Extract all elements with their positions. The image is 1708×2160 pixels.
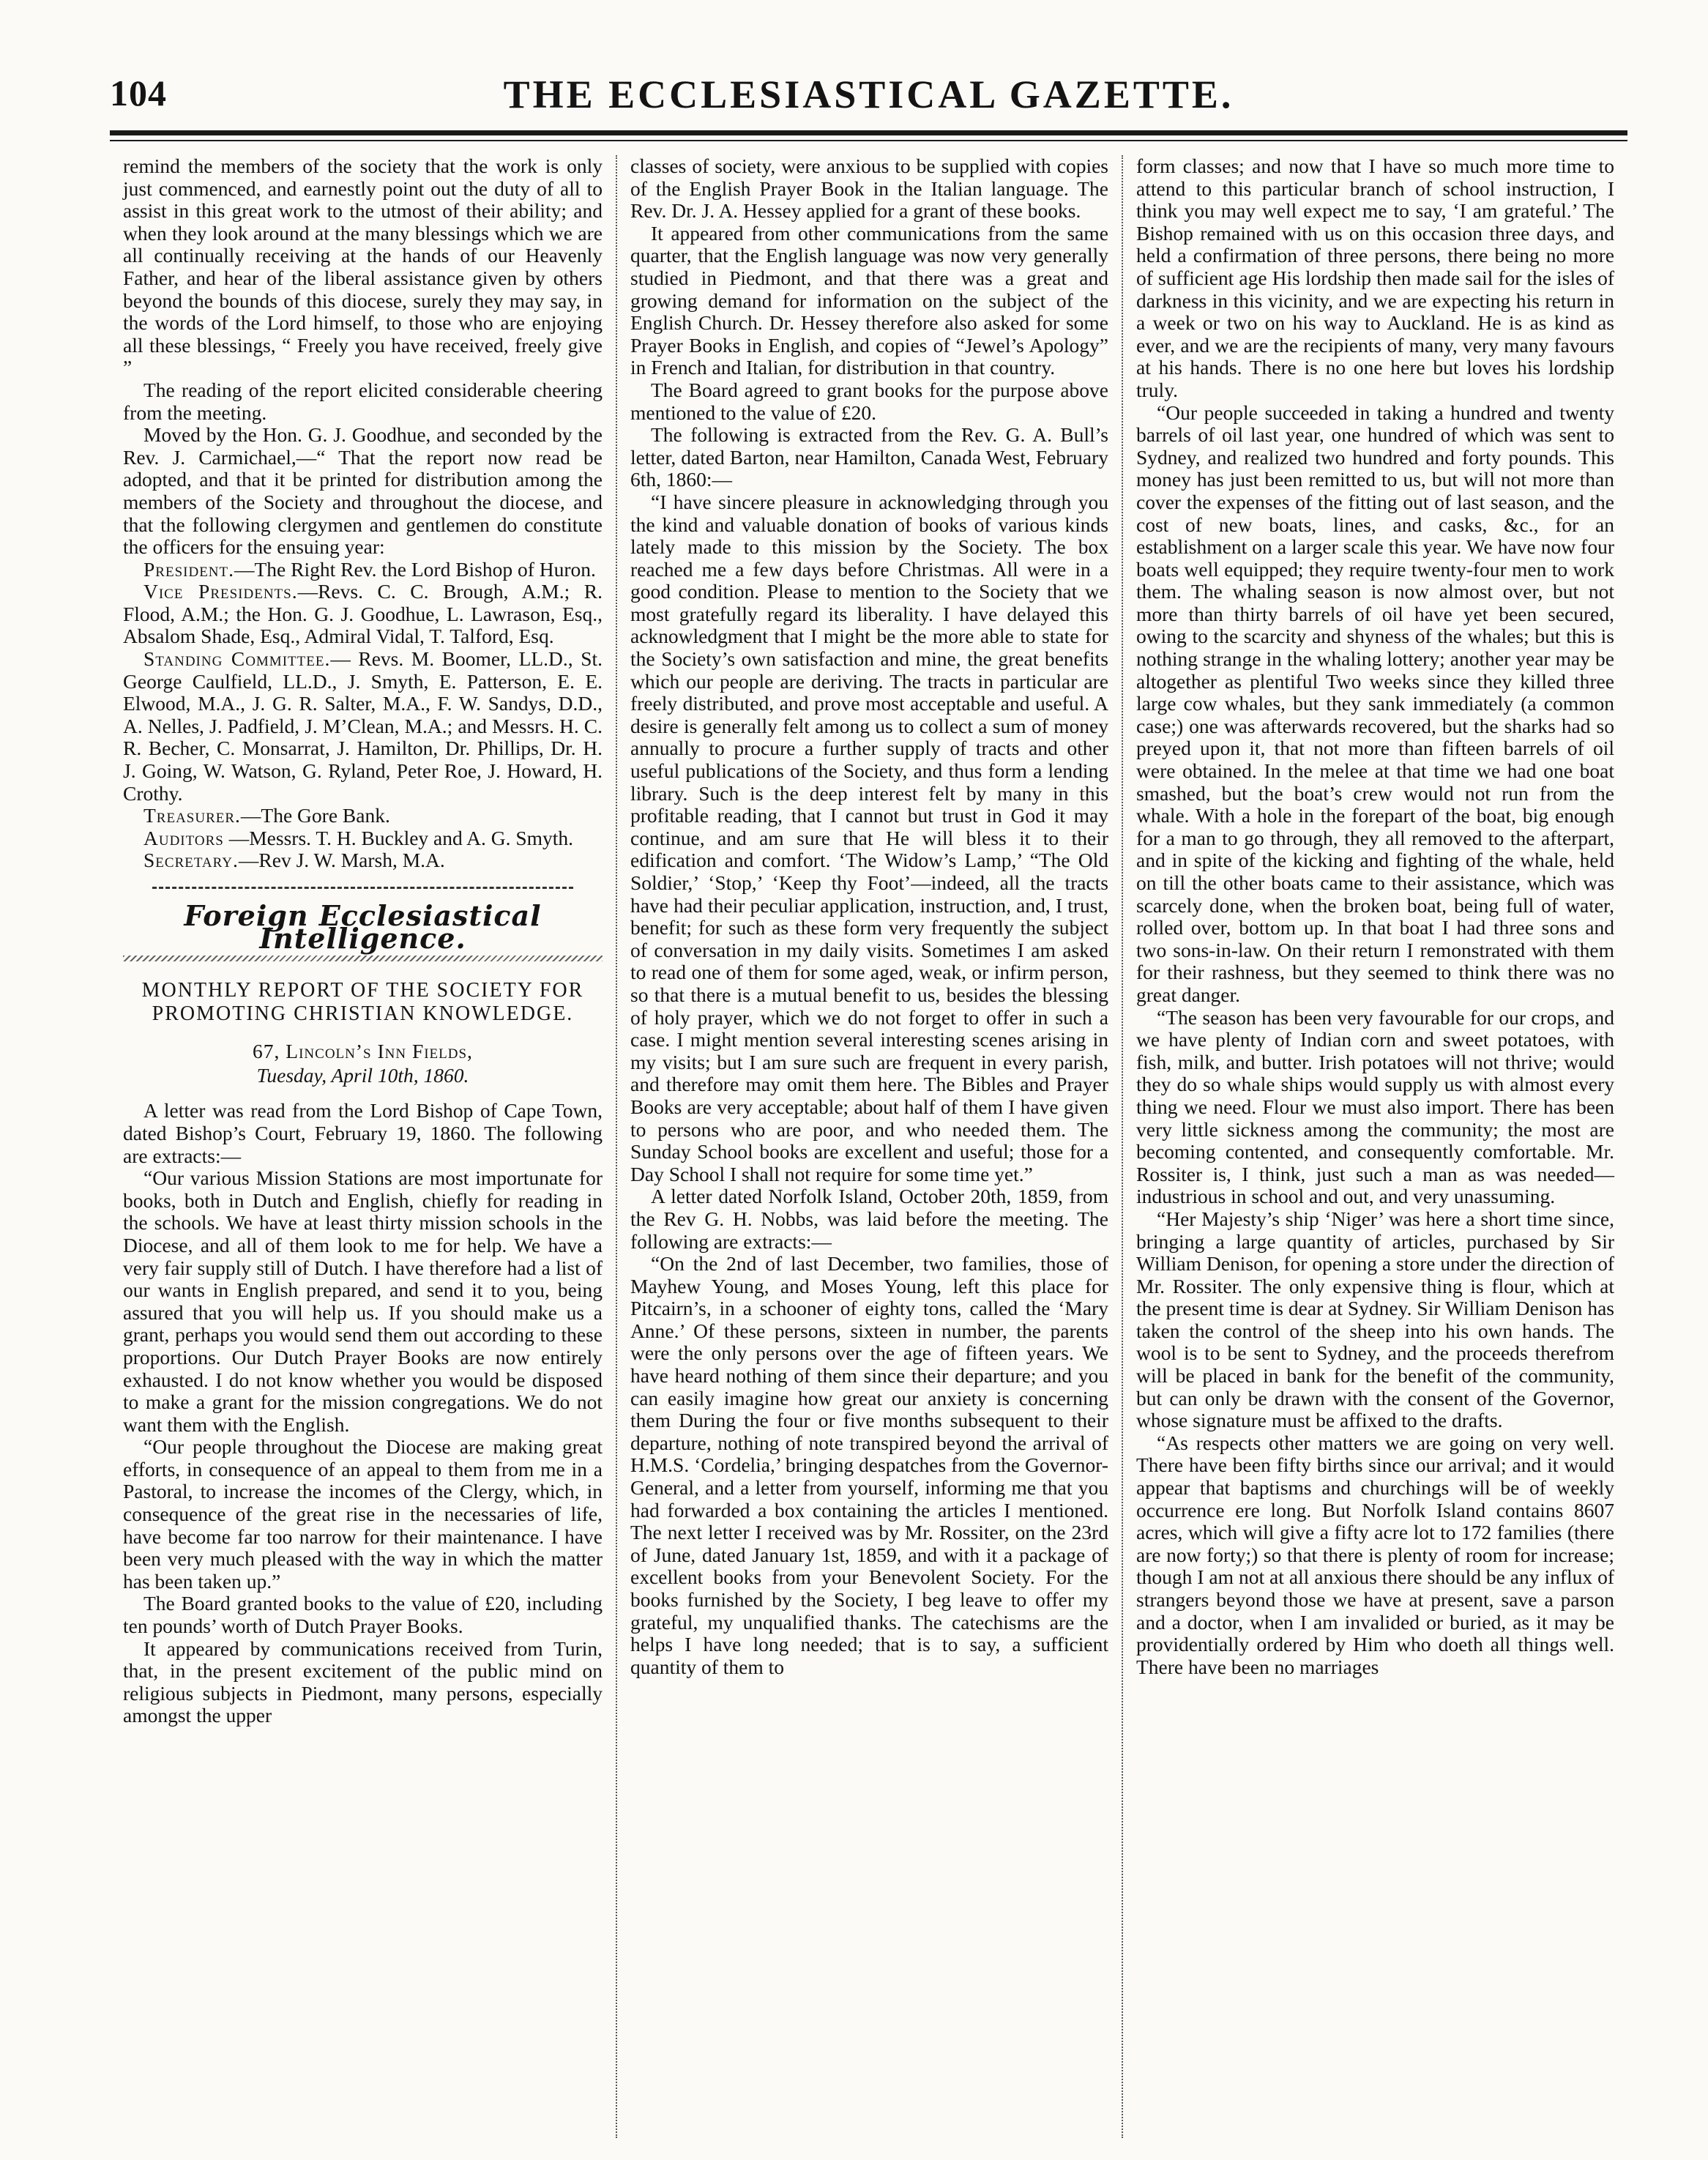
officer-names: —Revs. C. C. Brough, A.M.; R. Flood, A.M.; the Hon. G. J. Goodhue, L. Lawrason, Esq., Absalom Shade, Esq., Admiral Vidal, T. Talford, Esq. — [123, 580, 603, 648]
officer-names: —The Gore Bank. — [240, 804, 390, 827]
officer-names: —Messrs. T. H. Buckley and A. G. Smyth. — [223, 826, 574, 849]
paragraph: A letter dated Norfolk Island, October 20th, 1859, from the Rev G. H. Nobbs, was laid before the meeting. The following are extracts:— — [630, 1185, 1108, 1253]
officer-entry — [123, 559, 603, 581]
officer-names: —Rev J. W. Marsh, M.A. — [238, 849, 445, 872]
officer-names: —The Right Rev. the Lord Bishop of Huron. — [234, 557, 596, 581]
officer-entry — [123, 849, 603, 872]
paragraph: It appeared from other communications from the same quarter, that the English language was now very generally studied in Piedmont, and that there was a great and growing demand for information on the subject of the English Church. Dr. Hessey therefore also asked for some Prayer Books in English, and copies of “Jewel’s Apology” in French and Italian, for distribution in that country. — [630, 221, 1108, 379]
masthead — [110, 66, 1627, 124]
page-number: 104 — [110, 72, 167, 113]
header-rule-thick — [110, 130, 1627, 135]
paragraph: classes of society, were anxious to be supplied with copies of the English Prayer Book in the Italian language. The Rev. Dr. J. A. Hessey applied for a grant of these books. — [630, 155, 1108, 223]
article-columns — [110, 155, 1627, 2138]
officer-role: Secretary. — [143, 849, 239, 872]
paragraph: “Our people succeeded in taking a hundred and twenty barrels of oil last year, one hundred of which was sent to Sydney, and realized two hundred and forty pounds. This money has just been remitted to us, but will not more than cover the expenses of the fitting out of last season, and the cost of new boats, lines, and casks, &c., for an establishment on a larger scale this year. We have now four boats well equipped; they require twenty-four men to work them. The whaling season is now almost over, but not more than thirty barrels of oil have yet been secured, owing to the scarcity and shyness of the whales; but this is nothing strange in the whaling lottery; another year may be altogether as plentiful Two weeks since they killed three large cow whales, but they sank immediately (a common case;) one was afterwards recovered, but the sharks had so preyed upon it, that not more than fifteen barrels of oil were obtained. In the melee at that time we had one boat smashed, but the boat’s crew would not run from the whale. With a hole in the forepart of the boat, big enough for a man to go through, they all removed to the afterpart, and in spite of the kicking and fighting of the whale, held on till the other boats came to their assistance, which was scarcely done, when the broken boat, being full of water, rolled over, bottom up. In that boat I had three sons and two sons-in-law. On their return I remonstrated with them for their rashness, but they seemed to think there was no great danger. — [1136, 401, 1614, 1006]
column-1 — [110, 155, 616, 2138]
paragraph: The Board agreed to grant books for the purpose above mentioned to the value of £20. — [630, 378, 1108, 424]
paragraph: The Board granted books to the value of £20, including ten pounds’ worth of Dutch Prayer Books. — [123, 1592, 603, 1638]
officer-entry — [123, 581, 603, 648]
header-rule-thin — [110, 140, 1627, 141]
paragraph: “I have sincere pleasure in acknowledging through you the kind and valuable donation of books of various kinds lately made to this mission by the Society. The box reached me a few days before Christmas. All were in a good condition. Please to mention to the Society that we most gratefully regard its liberality. I have delayed this acknowledgment that I might be the more able to state for the Society’s own satisfaction and mine, the great benefits which our people are deriving. The tracts in particular are freely distributed, and prove most acceptable and useful. A desire is generally felt among us to collect a sum of money annually to procure a further supply of tracts and other useful publications of the Society, and thus form a lending library. Such is the deep interest felt by many in this profitable reading, that I cannot but trust in God it may continue, and am sure that He will bless it to their edification and comfort. ‘The Widow’s Lamp,’ “The Old Soldier,’ ‘Stop,’ ‘Keep thy Foot’—indeed, all the tracts have had their peculiar application, instruction, and, I trust, benefit; for such as these form very frequently the subject of conversation in my daily visits. Sometimes I am asked to read one of them for some aged, weak, or infirm person, so that there is a mutual benefit to us, besides the blessing of holy prayer, which we do not forget to offer in such a case. I might mention several interesting scenes arising in my visits; but I am sure such are frequent in every parish, and therefore may omit them here. The Bibles and Prayer Books are very acceptable; about half of them I have given to persons who are poor, and who needed them. The Sunday School books are excellent and useful; those for a Day School I shall not require for some time yet.” — [630, 490, 1108, 1185]
officer-role: President. — [143, 557, 234, 581]
paragraph: Moved by the Hon. G. J. Goodhue, and seconded by the Rev. J. Carmichael,—“ That the report now read be adopted, and that it be printed for distribution among the members of the Society and throughout the diocese, and that the following clergymen and gentlemen do constitute the officers for the ensuing year: — [123, 423, 603, 559]
officer-entry — [123, 827, 603, 850]
paragraph: “On the 2nd of last December, two families, those of Mayhew Young, and Moses Young, left this place for Pitcairn’s, in a schooner of eighty tons, called the ‘Mary Anne.’ Of these persons, sixteen in number, the parents were the only persons over the age of fifteen years. We have heard nothing of them since their departure; and you can easily imagine how great our anxiety is concerning them During the four or five months subsequent to their departure, nothing of note transpired beyond the arrival of H.M.S. ‘Cordelia,’ bringing despatches from the Governor-General, and a letter from yourself, informing me that you had forwarded a box containing the articles I mentioned. The next letter I received was by Mr. Rossiter, on the 23rd of June, dated January 1st, 1859, and with it a package of excellent books from your Benevolent Society. For the books furnished by the Society, I beg leave to offer my grateful, my unqualified thanks. The catechisms are the helps I have long needed; that is to say, a sufficient quantity of them to — [630, 1252, 1108, 1678]
paragraph: It appeared by communications received from Turin, that, in the present excitement of the public mind on religious subjects in Piedmont, many persons, especially amongst the upper — [123, 1636, 603, 1727]
officer-names: — Revs. M. Boomer, LL.D., St. George Caulfield, LL.D., J. Smyth, E. Patterson, E. E. Elwood, M.A., J. G. R. Salter, M.A., F. W. Sandys, D.D., A. Nelles, J. Padfield, J. M’Clean, M.A.; and Messrs. H. C. R. Becher, C. Monsarrat, J. Hamilton, Dr. Phillips, Dr. H. J. Going, W. Watson, G. Ryland, Peter Roe, J. Howard, H. Crothy. — [123, 647, 603, 805]
section-heading: Foreign Ecclesiastical Intelligence. — [184, 899, 542, 955]
officer-entry — [123, 648, 603, 805]
paragraph: “Our people throughout the Diocese are making great efforts, in consequence of an appeal to them from me in a Pastoral, to increase the incomes of the Clergy, which, in consequence of the great rise in the necessaries of life, have become far too narrow for their maintenance. I have been very much pleased with the way in which the matter has been taken up.” — [123, 1435, 603, 1593]
paragraph: form classes; and now that I have so much more time to attend to this particular branch of school instruction, I think you may well expect me to say, ‘I am grateful.’ The Bishop remained with us on this occasion three days, and held a confirmation of three persons, there being no more of sufficient age His lordship then made sail for the isles of darkness in this vicinity, and we are expecting his return in a week or two on his way to Auckland. He is as kind as ever, and we are the recipients of many, very many favours at his hands. There is no one here but loves his lordship truly. — [1136, 155, 1614, 401]
officer-entry — [123, 805, 603, 827]
column-3 — [1122, 155, 1627, 2138]
officer-role: Treasurer. — [143, 804, 241, 827]
paragraph: “Our various Mission Stations are most importunate for books, both in Dutch and English, chiefly for reading in the schools. We have at least thirty mission schools in the Diocese, and all of them look to me for help. We have a very fair supply still of Dutch. I have therefore had a list of our wants in English prepared, and send it to you, being assured that you will help us. If you should make us a grant, perhaps you would send them out according to these proportions. Our Dutch Prayer Books are now entirely exhausted. I do not know whether you would be disposed to make a grant for the mission congregations. We do not want them with the English. — [123, 1166, 603, 1436]
paper-title: THE ECCLESIASTICAL GAZETTE. — [503, 72, 1234, 116]
report-date: Tuesday, April 10th, 1860. — [256, 1063, 469, 1087]
officer-role: Auditors — [143, 826, 224, 849]
paragraph: “The season has been very favourable for our crops, and we have plenty of Indian corn and sweet potatoes, with fish, milk, and butter. Irish potatoes will not thrive; would they do so whale ships would supply us with almost every thing we need. Flour we must also import. There has been very little sickness among the community; the most are becoming contented, and consequently comfortable. Mr. Rossiter is, I think, just such a man as was needed—industrious in school and out, and very unassuming. — [1136, 1005, 1614, 1208]
paragraph: “As respects other matters we are going on very well. There have been fifty births since our arrival; and it would appear that baptisms and churchings will be of weekly occurrence ere long. But Norfolk Island contains 8607 acres, which will give a fifty acre lot to 172 families (there are now forty;) so that there is plenty of room for increase; though I am not at all anxious there should be any influx of strangers beyond those we have at present, save a parson and a doctor, when I am invalided or buried, as it may be providentially ordered by Him who doeth all things well. There have been no marriages — [1136, 1431, 1614, 1678]
paragraph: remind the members of the society that the work is only just commenced, and earnestly point out the duty of all to assist in this great work to the utmost of their ability; and when they look around at the many blessings which we are all continually receiving at the hands of our Heavenly Father, and hear of the liberal assistance given by others beyond the bounds of this diocese, surely they may say, in the words of the Lord himself, to those who are enjoying all these blessings, “ Freely you have received, freely give ” — [123, 155, 603, 379]
officer-role: Standing Committee. — [143, 647, 331, 671]
ornamental-rule — [123, 956, 603, 961]
section-divider — [152, 887, 573, 889]
column-2 — [616, 155, 1122, 2138]
paragraph: “Her Majesty’s ship ‘Niger’ was here a short time since, bringing a large quantity of articles, purchased by Sir William Denison, for opening a store under the direction of Mr. Rossiter. The only expensive thing is flour, which at the present time is dear at Sydney. Sir William Denison has taken the control of the sheep into his own hands. The wool is to be sent to Sydney, and the proceeds therefrom will be placed in bank for the benefit of the community, but can only be drawn with the consent of the Governor, whose signature must be affixed to the drafts. — [1136, 1207, 1614, 1432]
paragraph: A letter was read from the Lord Bishop of Cape Town, dated Bishop’s Court, February 19, 1860. The following are extracts:— — [123, 1099, 603, 1167]
report-address: 67, Lincoln’s Inn Fields, — [253, 1040, 473, 1063]
report-title: MONTHLY REPORT OF THE SOCIETY FOR PROMOTING CHRISTIAN KNOWLEDGE. — [141, 979, 584, 1026]
officer-role: Vice Presidents. — [143, 580, 298, 603]
paragraph: The following is extracted from the Rev. G. A. Bull’s letter, dated Barton, near Hamilton, Canada West, February 6th, 1860:— — [630, 423, 1108, 491]
paragraph: The reading of the report elicited considerable cheering from the meeting. — [123, 378, 603, 424]
